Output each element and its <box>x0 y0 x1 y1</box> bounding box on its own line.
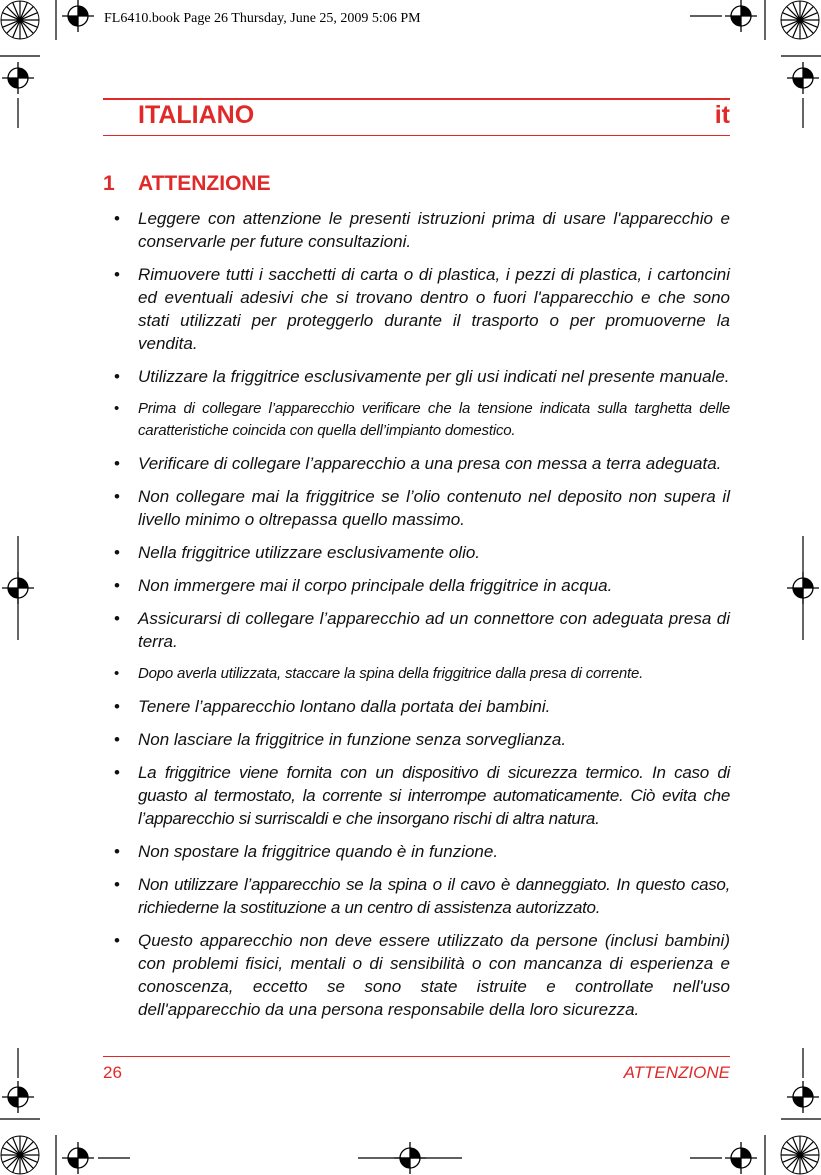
list-item: • Questo apparecchio non deve essere utilizzato da persone (inclusi bambini) con problemi fisici, mentali o di sensibilità o con mancanza di esperienza e conoscenza, eccetto se sono state istruite e controllate nell'uso dell'apparecchio da una persona responsabile della loro sicurezza. <box>114 931 730 1019</box>
list-item: • Utilizzare la friggitrice esclusivamente per gli usi indicati nel presente manuale. <box>114 367 730 386</box>
list-item: • Non utilizzare l’apparecchio se la spina o il cavo è danneggiato. In questo caso, richiederne la sostituzione a un centro di assistenza autorizzato. <box>114 875 730 917</box>
bullet-icon: • <box>114 697 120 716</box>
list-item: • Leggere con attenzione le presenti istruzioni prima di usare l'apparecchio e conservarle per future consultazioni. <box>114 209 730 251</box>
bullet-icon: • <box>114 875 120 894</box>
language-code: it <box>714 101 730 129</box>
section-number: 1 <box>103 172 115 195</box>
page-number: 26 <box>103 1063 122 1082</box>
footer-section-title: ATTENZIONE <box>623 1063 730 1082</box>
list-item: • Dopo averla utilizzata, staccare la spina della friggitrice dalla presa di corrente. <box>110 663 730 685</box>
bullet-icon: • <box>114 487 120 506</box>
bullet-icon: • <box>114 609 120 628</box>
header-top-rule <box>103 98 730 100</box>
bullet-icon: • <box>114 576 120 595</box>
list-item: • Assicurarsi di collegare l’apparecchio ad un connettore con adeguata presa di terra. <box>114 609 730 651</box>
list-item: • La friggitrice viene fornita con un dispositivo di sicurezza termico. In caso di guasto al termostato, la corrente si interrompe automaticamente. Ciò evita che l’apparecchio si surriscaldi e che insorgano rischi di altra natura. <box>114 763 730 828</box>
list-item: • Non spostare la friggitrice quando è in funzione. <box>114 842 499 861</box>
bullet-icon: • <box>114 367 120 386</box>
footer-rule <box>103 1056 730 1057</box>
list-item: • Non immergere mai il corpo principale della friggitrice in acqua. <box>114 576 613 595</box>
print-slug: FL6410.book Page 26 Thursday, June 25, 2009 5:06 PM <box>104 11 421 26</box>
list-item: • Rimuovere tutti i sacchetti di carta o di plastica, i pezzi di plastica, i cartoncini ed eventuali adesivi che si trovano dentro o fuori l'apparecchio e che sono stati utilizzati per proteggerlo durante il trasporto o per promuoverne la vendita. <box>114 265 730 353</box>
bullet-icon: • <box>114 454 120 473</box>
warnings-list <box>110 207 730 1031</box>
bullet-icon: • <box>114 665 120 682</box>
bullet-icon: • <box>114 763 120 782</box>
section-title: ATTENZIONE <box>138 172 271 195</box>
list-item: • Nella friggitrice utilizzare esclusivamente olio. <box>114 543 481 562</box>
bullet-icon: • <box>114 842 120 861</box>
header-bottom-rule <box>103 135 730 136</box>
bullet-icon: • <box>114 265 120 284</box>
list-item: • Non lasciare la friggitrice in funzione senza sorveglianza. <box>114 730 567 749</box>
bullet-icon: • <box>114 730 120 749</box>
bullet-icon: • <box>114 543 120 562</box>
list-item: • Prima di collegare l’apparecchio verificare che la tensione indicata sulla targhetta delle caratteristiche coincida con quella dell’impianto domestico. <box>114 400 730 439</box>
list-item: • Tenere l’apparecchio lontano dalla portata dei bambini. <box>114 697 551 716</box>
bullet-icon: • <box>114 400 120 417</box>
list-item: • Verificare di collegare l’apparecchio a una presa con messa a terra adeguata. <box>114 454 722 473</box>
page-language-title: ITALIANO <box>138 101 255 129</box>
bullet-icon: • <box>114 209 120 228</box>
bullet-icon: • <box>114 931 120 950</box>
list-item: • Non collegare mai la friggitrice se l’olio contenuto nel deposito non supera il livello minimo o oltrepassa quello massimo. <box>114 487 730 529</box>
